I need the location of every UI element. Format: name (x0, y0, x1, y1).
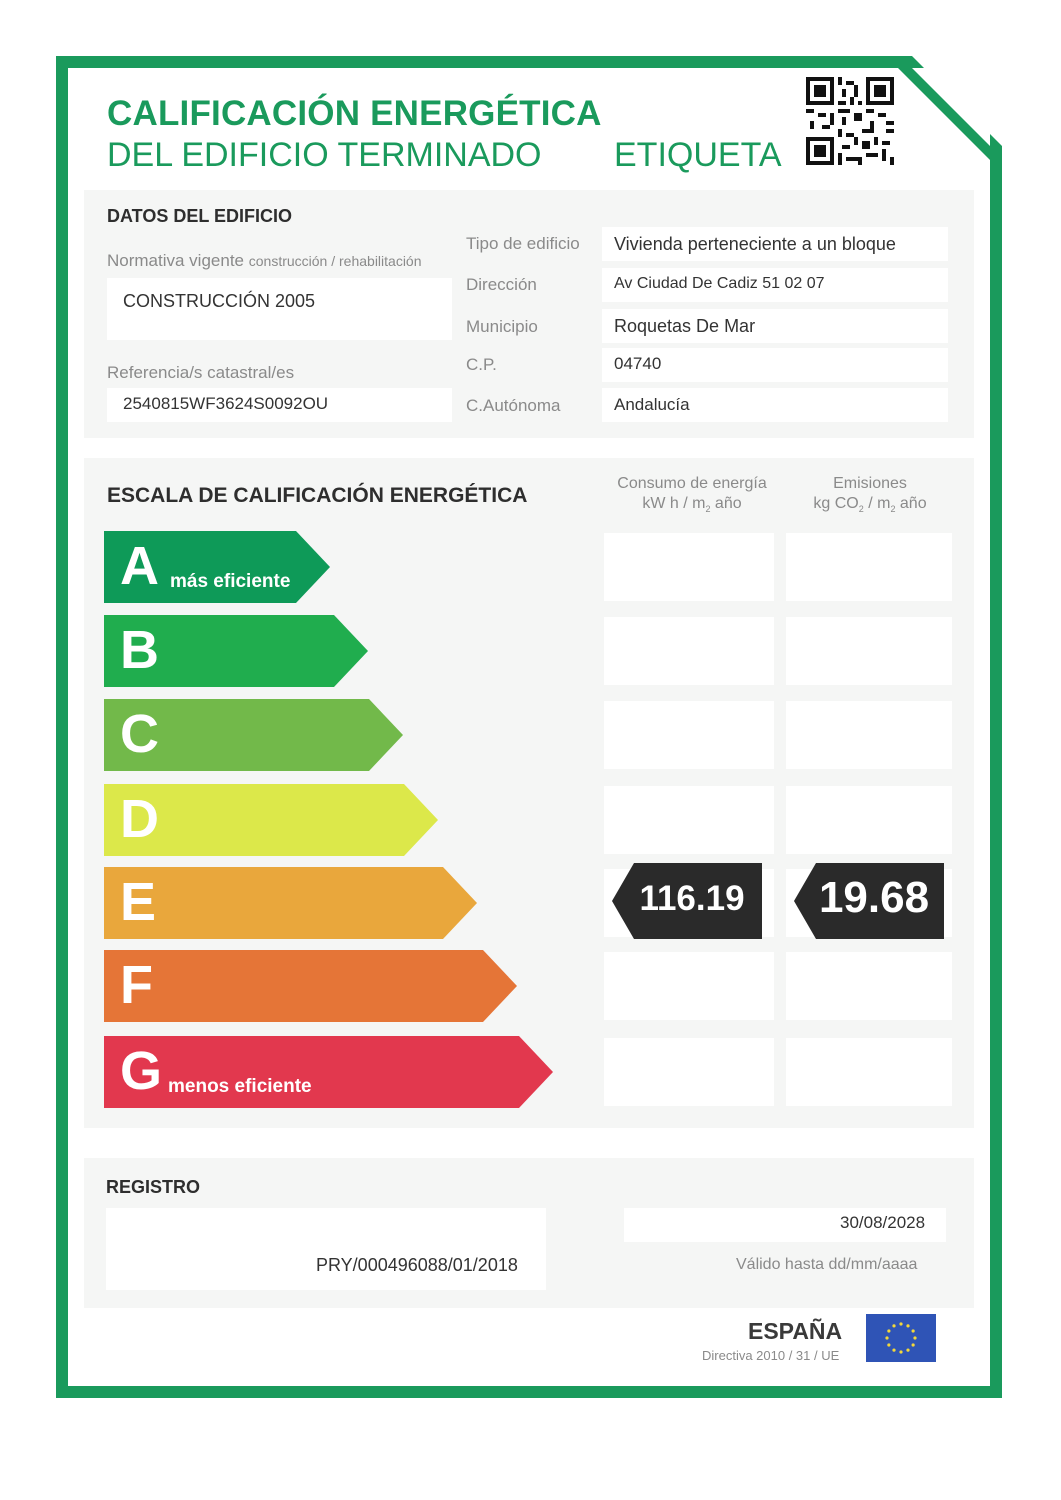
energy-class-g-arrow (104, 1036, 553, 1108)
energy-class-shape (104, 950, 517, 1022)
tipo-label: Tipo de edificio (466, 234, 580, 253)
consumo-header-units (602, 494, 782, 519)
energy-class-letter: C (120, 704, 159, 764)
energy-class-fill (104, 867, 477, 939)
consumo-unit-sub: 2 (705, 504, 711, 515)
energy-class-shape (104, 867, 477, 939)
emisiones-cell (786, 701, 952, 769)
energy-class-letter: E (120, 872, 157, 932)
eu-star (906, 1349, 909, 1352)
valid-date: 30/08/2028 (840, 1213, 926, 1232)
energy-class-letter: B (120, 620, 159, 680)
normativa-sublabel: construcción / rehabilitación (248, 253, 422, 269)
autonoma-label: C.Autónoma (466, 396, 561, 415)
energy-class-letter: G (120, 1041, 163, 1101)
consumo-value-badge (612, 863, 762, 939)
energy-class-subtitle: más eficiente (170, 571, 291, 592)
consumo-header (602, 474, 782, 519)
eu-star (899, 1350, 902, 1353)
eu-star (913, 1336, 916, 1339)
energy-class-b-arrow (104, 615, 368, 687)
emisiones-unit-a: kg CO (813, 495, 859, 512)
qr-code-icon (806, 77, 894, 165)
energy-class-letter: F (120, 955, 153, 1015)
emisiones-unit-c: año (895, 495, 927, 512)
eu-star (887, 1343, 890, 1346)
emisiones-cell (786, 1038, 952, 1106)
energy-class-subtitle: menos eficiente (168, 1076, 312, 1097)
emisiones-cell (786, 952, 952, 1020)
normativa-value: CONSTRUCCIÓN 2005 (123, 291, 316, 311)
emisiones-unit-sub2: 2 (890, 504, 896, 515)
consumo-header-line1: Consumo de energía (617, 475, 767, 492)
emisiones-header-line1: Emisiones (833, 475, 907, 492)
emisiones-value-badge (794, 863, 944, 939)
consumo-cell (604, 1038, 774, 1106)
cp-label: C.P. (466, 355, 497, 374)
consumo-cell (604, 952, 774, 1020)
emisiones-unit-sub1: 2 (858, 504, 864, 515)
eu-star (885, 1336, 888, 1339)
title-etiqueta: ETIQUETA (614, 136, 782, 174)
emisiones-unit-b: / m (863, 495, 891, 512)
energy-class-fill (104, 950, 517, 1022)
datos-section-title: DATOS DEL EDIFICIO (107, 206, 293, 226)
emisiones-header-units (785, 494, 955, 519)
municipio-value: Roquetas De Mar (614, 316, 756, 336)
referencia-label: Referencia/s catastral/es (107, 363, 295, 382)
title-main: CALIFICACIÓN ENERGÉTICA (107, 94, 602, 133)
eu-star (887, 1329, 890, 1332)
municipio-label: Municipio (466, 317, 538, 336)
cp-value: 04740 (614, 354, 662, 373)
directive-text: Directiva 2010 / 31 / UE (702, 1348, 840, 1363)
valid-date-label: Válido hasta dd/mm/aaaa (736, 1256, 918, 1273)
autonoma-value: Andalucía (614, 395, 690, 414)
emisiones-cell (786, 786, 952, 854)
badge-value: 116.19 (639, 879, 745, 918)
eu-star (912, 1329, 915, 1332)
direccion-label: Dirección (466, 275, 537, 294)
normativa-label (107, 251, 422, 271)
emisiones-cell (786, 617, 952, 685)
consumo-cell (604, 786, 774, 854)
title-sub: DEL EDIFICIO TERMINADO (107, 136, 542, 174)
badge-value: 19.68 (818, 873, 930, 922)
energy-class-d-arrow (104, 784, 438, 856)
emisiones-header (785, 474, 955, 519)
tipo-value: Vivienda perteneciente a un bloque (614, 234, 896, 254)
energy-class-f-arrow (104, 950, 517, 1022)
emisiones-cell (786, 533, 952, 601)
eu-flag-icon (866, 1314, 936, 1362)
energy-class-a-arrow (104, 531, 330, 603)
energy-class-letter: D (120, 789, 159, 849)
eu-star (892, 1349, 895, 1352)
consumo-cell (604, 533, 774, 601)
referencia-value: 2540815WF3624S0092OU (123, 394, 329, 413)
consumo-unit-a: kW h / m (642, 495, 706, 512)
registro-number-box (106, 1208, 546, 1290)
energy-class-c-arrow (104, 699, 403, 771)
consumo-unit-b: año (710, 495, 742, 512)
registro-number: PRY/000496088/01/2018 (316, 1255, 518, 1275)
eu-star (892, 1324, 895, 1327)
eu-star (899, 1322, 902, 1325)
normativa-label-text: Normativa vigente (107, 251, 245, 270)
eu-star (912, 1343, 915, 1346)
country-name: ESPAÑA (748, 1318, 843, 1344)
eu-star (906, 1324, 909, 1327)
energy-class-letter: A (120, 536, 159, 596)
energy-class-e-arrow (104, 867, 477, 939)
consumo-cell (604, 617, 774, 685)
registro-section-title: REGISTRO (106, 1177, 201, 1197)
escala-section-title: ESCALA DE CALIFICACIÓN ENERGÉTICA (107, 484, 528, 507)
consumo-cell (604, 701, 774, 769)
direccion-value: Av Ciudad De Cadiz 51 02 07 (614, 275, 825, 292)
